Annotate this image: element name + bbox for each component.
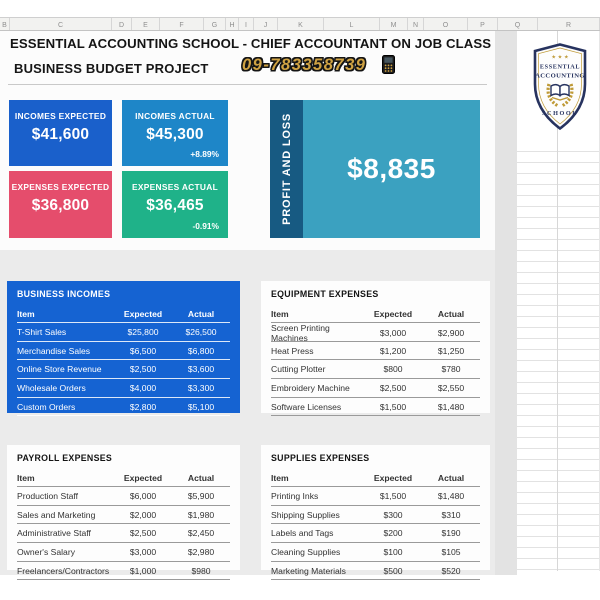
table-row — [271, 342, 480, 361]
kpi-card-incomes-expected — [9, 100, 112, 166]
cell-expected: $3,000 — [379, 328, 407, 338]
table-header-row — [17, 306, 230, 323]
kpi-label: EXPENSES EXPECTED — [11, 182, 110, 192]
equipment-expenses-table — [261, 281, 490, 413]
cell-expected: $2,500 — [379, 382, 407, 393]
cell-expected: $2,500 — [129, 528, 157, 539]
table-header-row — [271, 306, 480, 323]
cell-item: Owner's Salary — [17, 546, 75, 557]
school-logo-badge — [528, 42, 592, 134]
column-header[interactable]: F — [160, 18, 204, 30]
cell-expected: $6,500 — [129, 345, 157, 356]
dashboard-canvas — [0, 31, 495, 575]
cell-actual: $2,450 — [187, 528, 215, 539]
column-header[interactable]: Q — [498, 18, 538, 30]
col-actual: Actual — [187, 309, 215, 319]
cell-actual: $980 — [191, 565, 211, 576]
cell-actual: $1,250 — [437, 345, 465, 356]
table-row — [271, 506, 480, 525]
logo-line2: ACCOUNTING — [535, 72, 585, 80]
kpi-delta: -0.91% — [192, 221, 219, 231]
cell-actual: $5,100 — [187, 401, 215, 412]
profit-and-loss-label: PROFIT AND LOSS — [280, 113, 293, 225]
kpi-delta: +8.89% — [190, 149, 219, 159]
column-header[interactable]: B — [0, 18, 10, 30]
col-expected: Expected — [123, 309, 163, 319]
table-row — [17, 506, 230, 525]
cell-item: Screen Printing Machines — [271, 323, 330, 343]
cell-item: Printing Inks — [271, 490, 319, 501]
column-header[interactable]: G — [204, 18, 226, 30]
cell-actual: $2,980 — [187, 546, 215, 557]
col-item: Item — [17, 309, 35, 319]
col-expected: Expected — [123, 473, 163, 483]
kpi-card-expenses-actual — [122, 171, 228, 238]
cell-expected: $200 — [383, 528, 403, 539]
table-row — [271, 323, 480, 342]
cell-item: Cutting Plotter — [271, 364, 326, 375]
page-subtitle: BUSINESS BUDGET PROJECT — [14, 61, 209, 76]
cell-actual: $3,300 — [187, 382, 215, 393]
column-header[interactable]: K — [278, 18, 324, 30]
payroll-expenses-table — [7, 445, 240, 576]
kpi-label: EXPENSES ACTUAL — [131, 182, 219, 192]
column-header[interactable]: M — [380, 18, 408, 30]
cell-item: Online Store Revenue — [17, 364, 102, 375]
cell-actual: $1,980 — [187, 509, 215, 520]
cell-actual: $2,550 — [437, 382, 465, 393]
cell-item: Wholesale Orders — [17, 382, 86, 393]
table-row — [17, 360, 230, 379]
column-header[interactable]: L — [324, 18, 380, 30]
cell-expected: $1,200 — [379, 345, 407, 356]
table-row — [17, 342, 230, 361]
cell-item: Software Licenses — [271, 401, 342, 412]
cell-item: Production Staff — [17, 490, 78, 501]
col-actual: Actual — [187, 473, 215, 483]
col-expected: Expected — [373, 473, 413, 483]
table-row — [271, 398, 480, 417]
col-actual: Actual — [437, 473, 465, 483]
profit-and-loss-value: $8,835 — [347, 153, 436, 184]
phone-number: 09-783358739 — [242, 56, 367, 74]
kpi-value: $36,800 — [31, 197, 90, 214]
profit-and-loss-strip — [270, 100, 303, 238]
kpi-value: $36,465 — [146, 197, 204, 214]
table-row — [17, 379, 230, 398]
table-row — [271, 487, 480, 506]
col-item: Item — [271, 473, 289, 483]
table-header-row — [17, 470, 230, 487]
page-title: ESSENTIAL ACCOUNTING SCHOOL - CHIEF ACCOUNTANT ON JOB CLASS — [10, 36, 492, 51]
cell-expected: $1,500 — [379, 490, 407, 501]
business-incomes-table — [7, 281, 240, 413]
cell-expected: $800 — [383, 364, 403, 375]
cell-actual: $3,600 — [187, 364, 215, 375]
cell-expected: $1,000 — [129, 565, 157, 576]
cell-actual: $1,480 — [437, 401, 465, 412]
cell-item: Marketing Materials — [271, 565, 346, 576]
cell-item: Cleaning Supplies — [271, 546, 341, 557]
table-title: BUSINESS INCOMES — [17, 289, 111, 299]
column-header[interactable]: R — [538, 18, 600, 30]
cell-actual: $1,480 — [437, 490, 465, 501]
column-header[interactable]: J — [254, 18, 278, 30]
table-header-row — [271, 470, 480, 487]
supplies-expenses-table — [261, 445, 490, 576]
table-row — [17, 524, 230, 543]
cell-actual: $520 — [441, 565, 461, 576]
kpi-card-expenses-expected — [9, 171, 112, 238]
kpi-label: INCOMES EXPECTED — [14, 111, 107, 121]
table-title: PAYROLL EXPENSES — [17, 453, 113, 463]
column-header[interactable]: D — [112, 18, 132, 30]
cell-expected: $100 — [383, 546, 403, 557]
cell-actual: $190 — [441, 528, 461, 539]
column-header[interactable]: E — [132, 18, 160, 30]
table-row — [271, 379, 480, 398]
cell-item: Merchandise Sales — [17, 345, 91, 356]
profit-and-loss-panel — [270, 100, 480, 238]
kpi-value: $45,300 — [146, 126, 204, 143]
kpi-label: INCOMES ACTUAL — [135, 111, 215, 121]
logo-line1: ESSENTIAL — [539, 63, 581, 71]
column-header[interactable]: C — [10, 18, 112, 30]
cell-expected: $500 — [383, 565, 403, 576]
cell-expected: $6,000 — [129, 490, 157, 501]
cell-item: Sales and Marketing — [17, 509, 96, 520]
table-row — [17, 398, 230, 417]
cell-expected: $25,800 — [127, 326, 159, 337]
cell-actual: $780 — [441, 364, 461, 375]
sheet-gutter — [495, 31, 517, 575]
cell-expected: $2,500 — [129, 364, 157, 375]
cell-item: Freelancers/Contractors — [17, 565, 110, 576]
cell-expected: $3,000 — [129, 546, 157, 557]
profit-and-loss-body — [303, 100, 480, 238]
cell-item: Administrative Staff — [17, 528, 91, 539]
table-row — [17, 487, 230, 506]
cell-actual: $6,800 — [187, 345, 215, 356]
table-row — [271, 524, 480, 543]
cell-item: Heat Press — [271, 345, 314, 356]
col-actual: Actual — [437, 309, 465, 319]
table-row — [17, 323, 230, 342]
table-title: EQUIPMENT EXPENSES — [271, 289, 379, 299]
cell-actual: $310 — [441, 509, 461, 520]
cell-item: T-Shirt Sales — [17, 326, 67, 337]
cell-actual: $26,500 — [185, 326, 217, 337]
column-header-strip[interactable] — [0, 17, 600, 31]
table-row — [271, 360, 480, 379]
cell-expected: $2,800 — [129, 401, 157, 412]
grid-rows — [517, 141, 600, 571]
cell-actual: $5,900 — [187, 490, 215, 501]
table-title: SUPPLIES EXPENSES — [271, 453, 370, 463]
cell-actual: $2,900 — [437, 328, 465, 338]
phone-icon — [382, 55, 395, 79]
cell-item: Shipping Supplies — [271, 509, 340, 520]
col-item: Item — [17, 473, 35, 483]
cell-item: Labels and Tags — [271, 528, 334, 539]
col-expected: Expected — [373, 309, 413, 319]
cell-expected: $1,500 — [379, 401, 407, 412]
logo-line3: SCHOOL — [541, 110, 579, 117]
cell-expected: $4,000 — [129, 382, 157, 393]
table-row — [271, 543, 480, 562]
table-row — [271, 562, 480, 581]
cell-expected: $300 — [383, 509, 403, 520]
table-row — [17, 543, 230, 562]
column-header[interactable]: P — [468, 18, 498, 30]
stars-icon: ★ ★ ★ — [551, 54, 569, 61]
column-header[interactable]: I — [239, 18, 254, 30]
col-item: Item — [271, 309, 289, 319]
cell-item: Custom Orders — [17, 401, 76, 412]
table-row — [17, 562, 230, 581]
kpi-card-incomes-actual — [122, 100, 228, 166]
header-divider — [8, 84, 487, 85]
column-header[interactable]: N — [408, 18, 424, 30]
column-header[interactable]: O — [424, 18, 468, 30]
cell-expected: $2,000 — [129, 509, 157, 520]
kpi-value: $41,600 — [31, 126, 90, 143]
column-header[interactable]: H — [226, 18, 239, 30]
cell-actual: $105 — [441, 546, 461, 557]
cell-item: Embroidery Machine — [271, 382, 350, 393]
